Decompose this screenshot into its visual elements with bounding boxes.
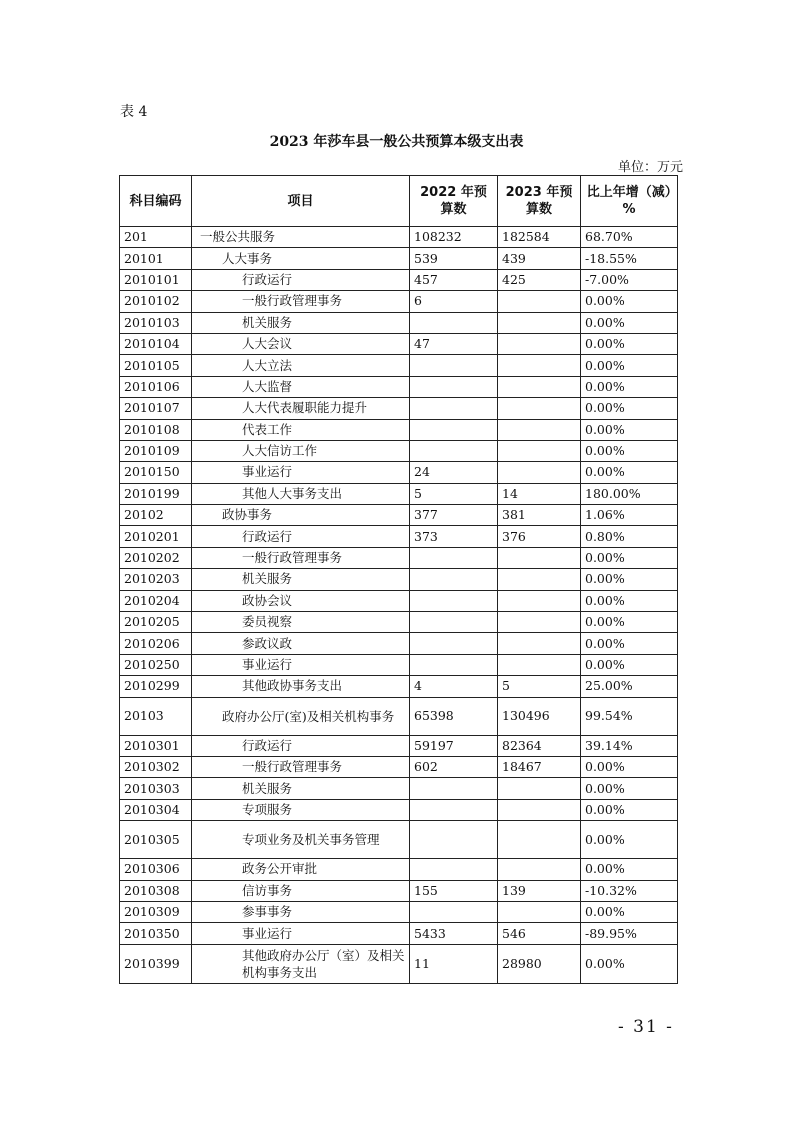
cell-item: 参事事务	[192, 901, 410, 922]
cell-change: 0.00%	[581, 756, 678, 777]
cell-change: 25.00%	[581, 676, 678, 697]
cell-code: 2010301	[120, 735, 192, 756]
table-row	[120, 676, 678, 697]
cell-change: 0.00%	[581, 440, 678, 461]
cell-code: 2010303	[120, 778, 192, 799]
cell-2022	[410, 312, 498, 333]
cell-2022	[410, 376, 498, 397]
cell-code: 2010304	[120, 799, 192, 820]
cell-2023	[498, 859, 581, 880]
cell-2022	[410, 821, 498, 859]
cell-code: 2010108	[120, 419, 192, 440]
cell-change: -10.32%	[581, 880, 678, 901]
table-row	[120, 633, 678, 654]
cell-2022: 539	[410, 248, 498, 269]
cell-item: 人大代表履职能力提升	[192, 398, 410, 419]
cell-code: 20102	[120, 505, 192, 526]
cell-change: -18.55%	[581, 248, 678, 269]
table-row	[120, 227, 678, 248]
cell-item: 人大事务	[192, 248, 410, 269]
cell-item: 机关服务	[192, 569, 410, 590]
table-row	[120, 419, 678, 440]
cell-2023	[498, 654, 581, 675]
cell-2023	[498, 799, 581, 820]
cell-2023: 376	[498, 526, 581, 547]
table-row	[120, 440, 678, 461]
cell-change: 0.00%	[581, 612, 678, 633]
cell-2023: 425	[498, 269, 581, 290]
header-2022: 2022 年预算数	[410, 176, 498, 227]
cell-2022: 6	[410, 291, 498, 312]
table-row	[120, 569, 678, 590]
cell-code: 2010203	[120, 569, 192, 590]
cell-2022	[410, 799, 498, 820]
cell-change: 0.00%	[581, 944, 678, 983]
cell-code: 2010101	[120, 269, 192, 290]
cell-2022: 108232	[410, 227, 498, 248]
cell-item: 专项服务	[192, 799, 410, 820]
cell-item: 委员视察	[192, 612, 410, 633]
cell-code: 2010204	[120, 590, 192, 611]
cell-change: 0.00%	[581, 355, 678, 376]
cell-2023	[498, 333, 581, 354]
cell-code: 2010305	[120, 821, 192, 859]
cell-code: 2010205	[120, 612, 192, 633]
cell-change: 0.00%	[581, 821, 678, 859]
cell-code: 20103	[120, 697, 192, 735]
cell-item: 专项业务及机关事务管理	[192, 821, 410, 859]
table-row	[120, 376, 678, 397]
cell-2023: 82364	[498, 735, 581, 756]
cell-code: 2010102	[120, 291, 192, 312]
cell-2023	[498, 419, 581, 440]
table-row	[120, 697, 678, 735]
cell-change: 0.00%	[581, 462, 678, 483]
cell-change: 0.00%	[581, 799, 678, 820]
cell-2022	[410, 612, 498, 633]
cell-item: 人大信访工作	[192, 440, 410, 461]
cell-code: 2010201	[120, 526, 192, 547]
cell-code: 2010103	[120, 312, 192, 333]
cell-change: 0.00%	[581, 654, 678, 675]
cell-code: 2010302	[120, 756, 192, 777]
cell-2022	[410, 633, 498, 654]
table-row	[120, 880, 678, 901]
table-row	[120, 859, 678, 880]
cell-item: 一般公共服务	[192, 227, 410, 248]
cell-2022: 65398	[410, 697, 498, 735]
cell-item: 人大会议	[192, 333, 410, 354]
table-row	[120, 333, 678, 354]
cell-code: 2010150	[120, 462, 192, 483]
table-row	[120, 799, 678, 820]
cell-item: 行政运行	[192, 526, 410, 547]
cell-change: 0.00%	[581, 398, 678, 419]
cell-change: 1.06%	[581, 505, 678, 526]
cell-2023: 439	[498, 248, 581, 269]
cell-code: 2010299	[120, 676, 192, 697]
cell-item: 人大监督	[192, 376, 410, 397]
cell-change: 0.00%	[581, 901, 678, 922]
cell-change: 0.00%	[581, 633, 678, 654]
cell-2022	[410, 859, 498, 880]
cell-change: 0.00%	[581, 590, 678, 611]
cell-2023	[498, 901, 581, 922]
cell-2023	[498, 547, 581, 568]
table-row	[120, 355, 678, 376]
cell-code: 2010250	[120, 654, 192, 675]
cell-2022	[410, 440, 498, 461]
table-row	[120, 269, 678, 290]
cell-change: -89.95%	[581, 923, 678, 944]
cell-2022: 457	[410, 269, 498, 290]
cell-change: 0.00%	[581, 333, 678, 354]
cell-2023	[498, 312, 581, 333]
cell-change: 0.00%	[581, 778, 678, 799]
cell-code: 201	[120, 227, 192, 248]
cell-2023	[498, 821, 581, 859]
cell-2022: 47	[410, 333, 498, 354]
cell-code: 2010105	[120, 355, 192, 376]
cell-2023: 5	[498, 676, 581, 697]
table-row	[120, 483, 678, 504]
cell-item: 事业运行	[192, 923, 410, 944]
cell-item: 参政议政	[192, 633, 410, 654]
table-row	[120, 526, 678, 547]
cell-change: 0.00%	[581, 312, 678, 333]
cell-2023	[498, 355, 581, 376]
budget-table	[119, 175, 678, 984]
cell-2023	[498, 398, 581, 419]
cell-2023: 130496	[498, 697, 581, 735]
cell-change: 99.54%	[581, 697, 678, 735]
cell-2022: 602	[410, 756, 498, 777]
cell-2023: 546	[498, 923, 581, 944]
table-row	[120, 248, 678, 269]
cell-code: 2010199	[120, 483, 192, 504]
table-row	[120, 547, 678, 568]
cell-code: 2010308	[120, 880, 192, 901]
table-row	[120, 505, 678, 526]
cell-item: 机关服务	[192, 312, 410, 333]
table-row	[120, 944, 678, 983]
table-row	[120, 612, 678, 633]
cell-item: 事业运行	[192, 654, 410, 675]
cell-2023: 139	[498, 880, 581, 901]
cell-2022	[410, 419, 498, 440]
cell-change: 0.00%	[581, 547, 678, 568]
cell-code: 2010350	[120, 923, 192, 944]
cell-item: 代表工作	[192, 419, 410, 440]
cell-2023	[498, 590, 581, 611]
cell-code: 2010107	[120, 398, 192, 419]
header-item: 项目	[192, 176, 410, 227]
cell-2023: 182584	[498, 227, 581, 248]
cell-2022: 59197	[410, 735, 498, 756]
table-row	[120, 778, 678, 799]
cell-2023: 18467	[498, 756, 581, 777]
table-body	[120, 227, 678, 984]
cell-item: 行政运行	[192, 269, 410, 290]
cell-2022: 24	[410, 462, 498, 483]
cell-2022	[410, 398, 498, 419]
cell-code: 2010309	[120, 901, 192, 922]
cell-item: 一般行政管理事务	[192, 547, 410, 568]
cell-change: 0.80%	[581, 526, 678, 547]
table-row	[120, 654, 678, 675]
header-2023: 2023 年预算数	[498, 176, 581, 227]
page-title: 2023 年莎车县一般公共预算本级支出表	[269, 134, 524, 150]
cell-change: 39.14%	[581, 735, 678, 756]
cell-change: 180.00%	[581, 483, 678, 504]
cell-2023: 14	[498, 483, 581, 504]
cell-item: 政务公开审批	[192, 859, 410, 880]
cell-2023	[498, 291, 581, 312]
cell-2023	[498, 462, 581, 483]
cell-2022	[410, 654, 498, 675]
cell-2022	[410, 901, 498, 922]
table-row	[120, 756, 678, 777]
cell-2023	[498, 376, 581, 397]
cell-item: 其他政协事务支出	[192, 676, 410, 697]
cell-2022	[410, 355, 498, 376]
page-number: - 31 -	[618, 1017, 674, 1037]
cell-2022: 4	[410, 676, 498, 697]
cell-2023: 381	[498, 505, 581, 526]
cell-2022: 373	[410, 526, 498, 547]
cell-item: 事业运行	[192, 462, 410, 483]
cell-item: 其他政府办公厅（室）及相关机构事务支出	[192, 944, 410, 983]
table-row	[120, 735, 678, 756]
cell-code: 2010206	[120, 633, 192, 654]
table-row	[120, 398, 678, 419]
cell-item: 其他人大事务支出	[192, 483, 410, 504]
table-row	[120, 590, 678, 611]
cell-2023	[498, 778, 581, 799]
table-row	[120, 923, 678, 944]
cell-2023	[498, 440, 581, 461]
table-row	[120, 291, 678, 312]
cell-2022: 11	[410, 944, 498, 983]
cell-item: 机关服务	[192, 778, 410, 799]
cell-code: 2010109	[120, 440, 192, 461]
cell-2023	[498, 569, 581, 590]
table-row	[120, 821, 678, 859]
cell-change: -7.00%	[581, 269, 678, 290]
cell-2023	[498, 612, 581, 633]
cell-code: 2010104	[120, 333, 192, 354]
cell-item: 一般行政管理事务	[192, 291, 410, 312]
cell-change: 0.00%	[581, 419, 678, 440]
table-row	[120, 901, 678, 922]
header-code: 科目编码	[120, 176, 192, 227]
cell-change: 0.00%	[581, 859, 678, 880]
cell-item: 政协事务	[192, 505, 410, 526]
cell-code: 2010306	[120, 859, 192, 880]
cell-2022	[410, 590, 498, 611]
cell-2022	[410, 547, 498, 568]
unit-label: 单位：万元	[617, 160, 683, 175]
header-change: 比上年增（减）%	[581, 176, 678, 227]
cell-2022	[410, 778, 498, 799]
cell-2022: 377	[410, 505, 498, 526]
cell-change: 68.70%	[581, 227, 678, 248]
cell-change: 0.00%	[581, 569, 678, 590]
cell-item: 政协会议	[192, 590, 410, 611]
cell-code: 2010399	[120, 944, 192, 983]
table-header-row	[120, 176, 678, 227]
cell-2023	[498, 633, 581, 654]
cell-item: 一般行政管理事务	[192, 756, 410, 777]
table-row	[120, 312, 678, 333]
cell-2023: 28980	[498, 944, 581, 983]
cell-2022: 155	[410, 880, 498, 901]
table-row	[120, 462, 678, 483]
cell-code: 2010202	[120, 547, 192, 568]
cell-item: 信访事务	[192, 880, 410, 901]
cell-2022: 5433	[410, 923, 498, 944]
cell-2022	[410, 569, 498, 590]
cell-item: 政府办公厅(室)及相关机构事务	[192, 697, 410, 735]
cell-2022: 5	[410, 483, 498, 504]
cell-change: 0.00%	[581, 291, 678, 312]
cell-item: 行政运行	[192, 735, 410, 756]
table-label: 表 4	[120, 104, 148, 120]
cell-code: 2010106	[120, 376, 192, 397]
cell-code: 20101	[120, 248, 192, 269]
cell-item: 人大立法	[192, 355, 410, 376]
cell-change: 0.00%	[581, 376, 678, 397]
